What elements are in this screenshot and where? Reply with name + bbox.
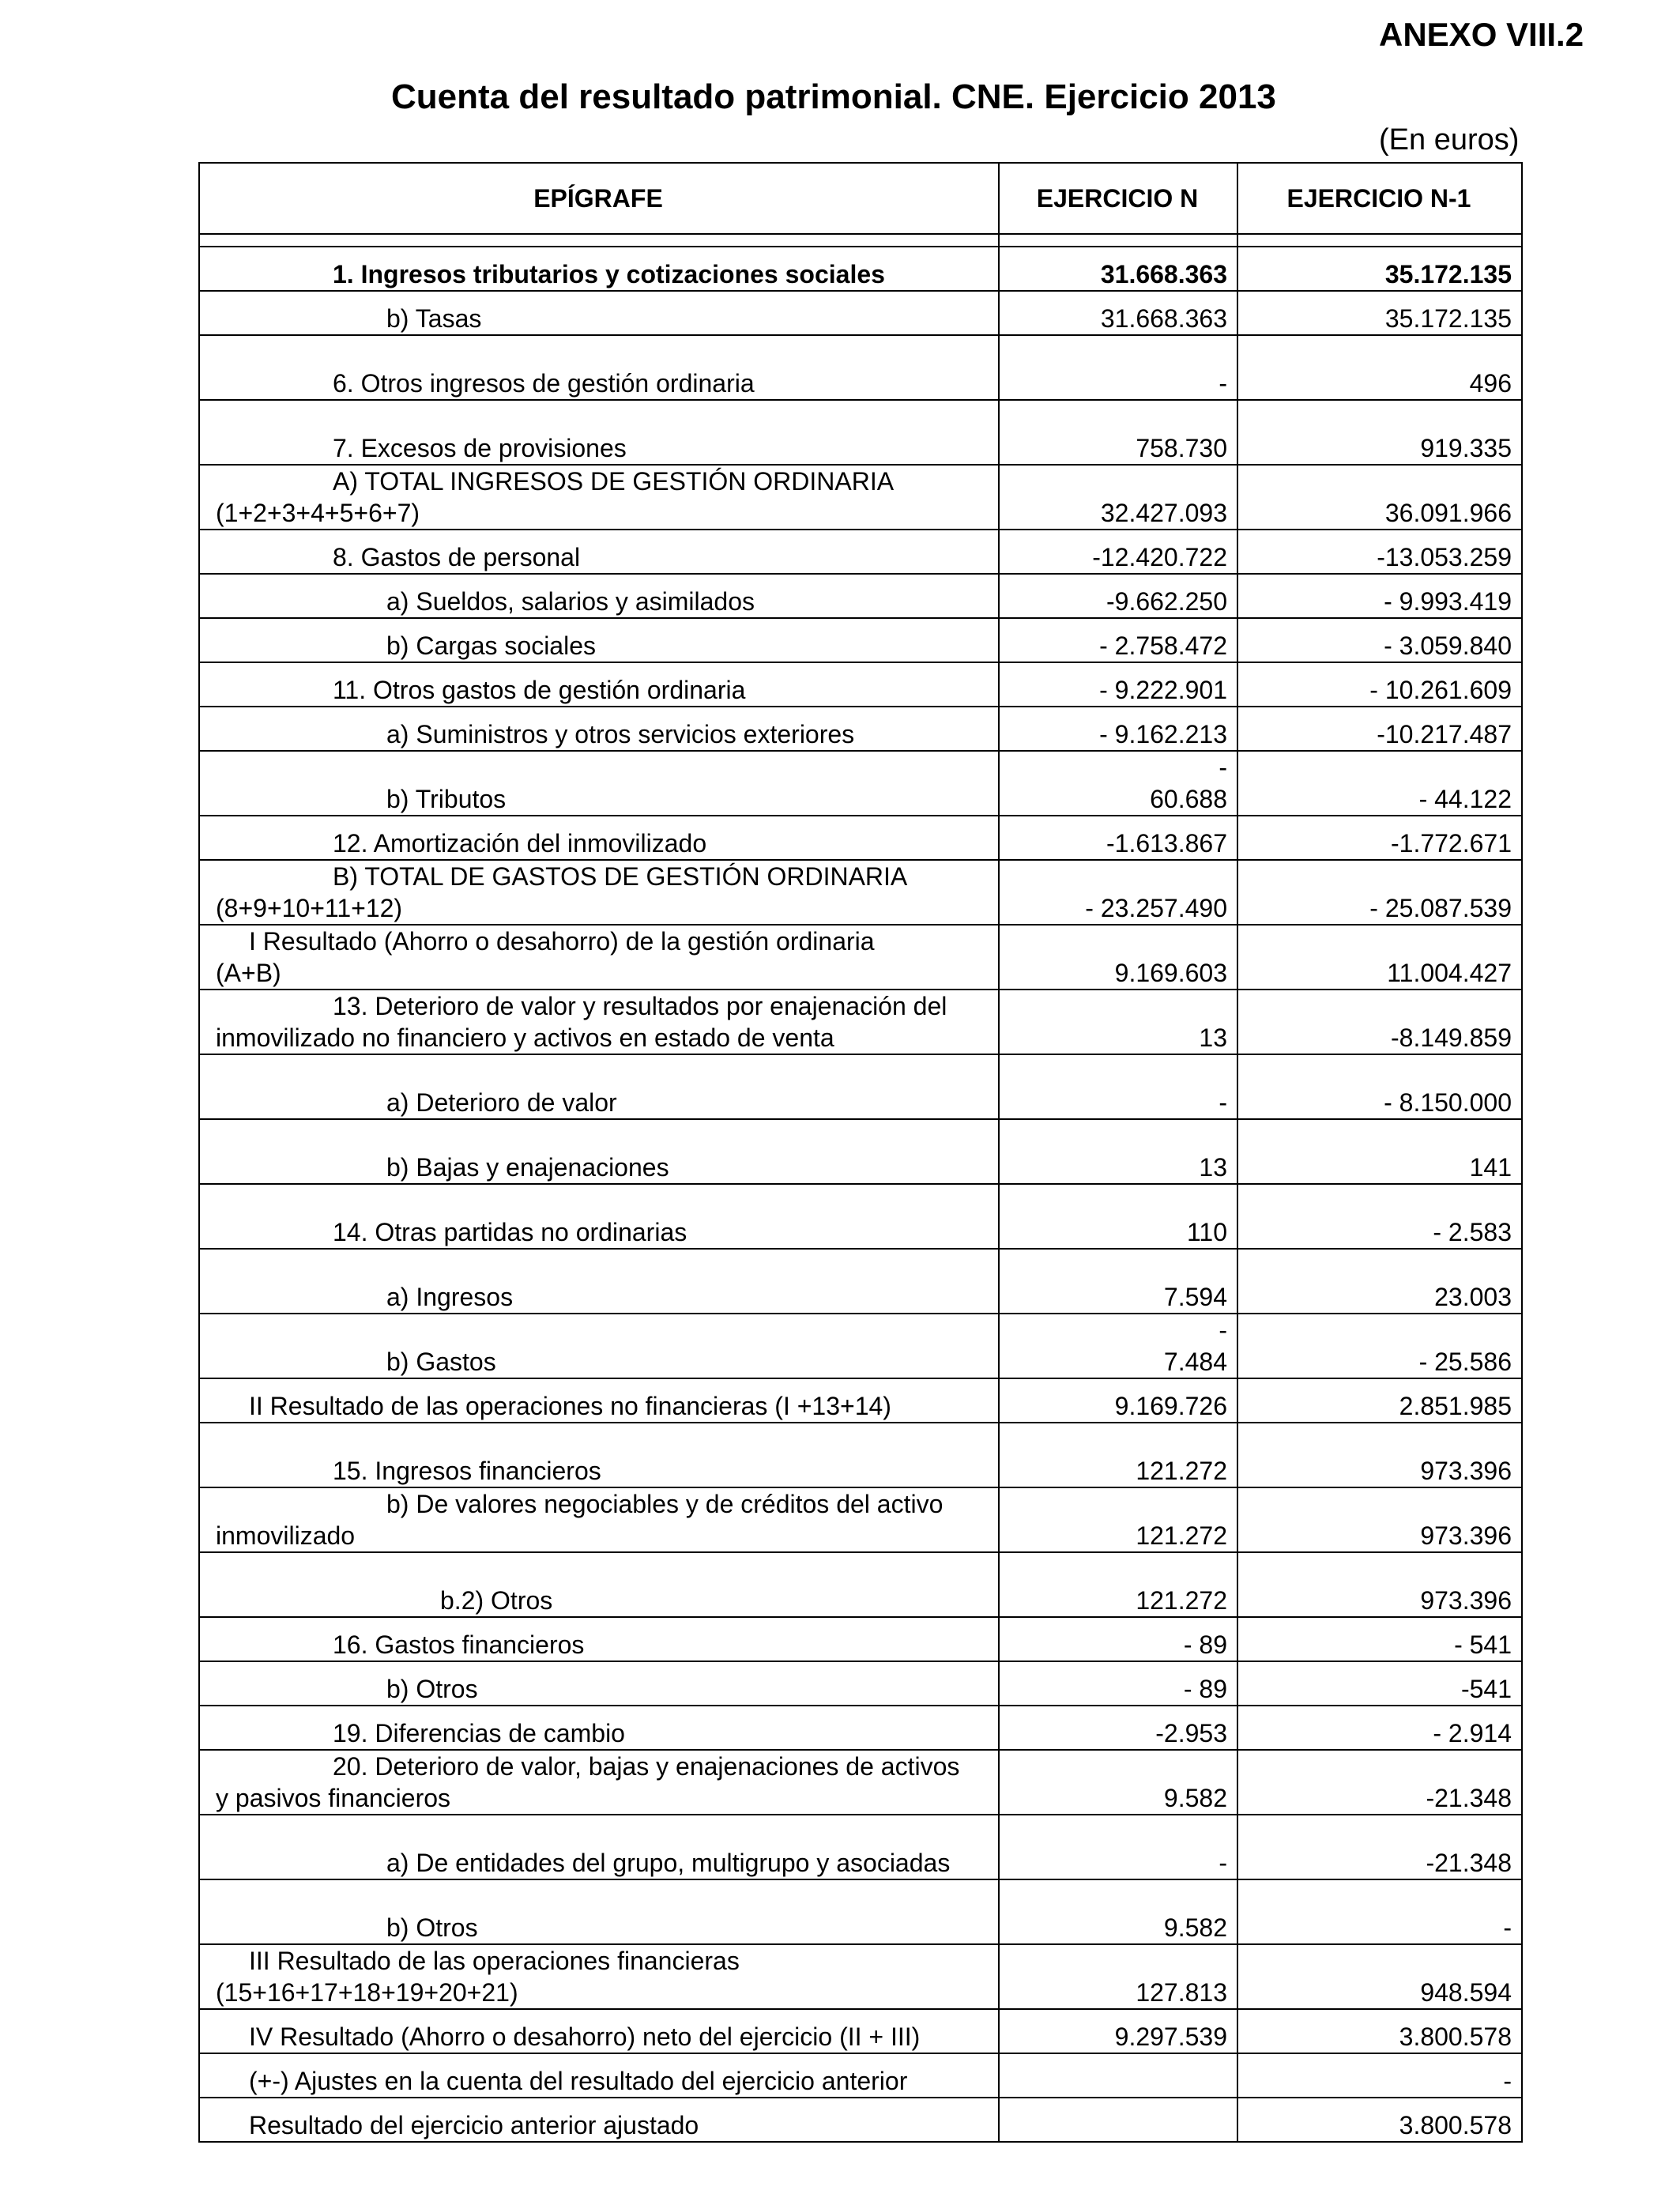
row-label: a) Sueldos, salarios y asimilados [199,574,999,618]
row-value-n1: - 2.583 [1237,1184,1522,1249]
row-value-n1: 35.172.135 [1237,291,1522,335]
table-row [199,1706,1522,1750]
row-value-n: 127.813 [999,1944,1237,2009]
row-value-n: - [999,1815,1237,1879]
row-value-n: -12.420.722 [999,530,1237,574]
row-value-n: 121.272 [999,1487,1237,1552]
row-label: b) Bajas y enajenaciones [199,1119,999,1184]
row-value-n: 758.730 [999,400,1237,465]
row-value-n1: - 8.150.000 [1237,1054,1522,1119]
row-value-n1: -541 [1237,1661,1522,1706]
table-row [199,707,1522,751]
header-ejercicio-n1: EJERCICIO N-1 [1237,163,1522,234]
units-note: (En euros) [1379,123,1520,156]
table-row [199,247,1522,291]
row-label: a) Deterioro de valor [199,1054,999,1119]
row-value-n: -2.953 [999,1706,1237,1750]
row-label: b) De valores negociables y de créditos del activo inmovilizado [199,1487,999,1552]
table-row [199,291,1522,335]
row-label: (+-) Ajustes en la cuenta del resultado del ejercicio anterior [199,2053,999,2098]
row-label: 1. Ingresos tributarios y cotizaciones sociales [199,247,999,291]
table-row [199,1815,1522,1879]
row-value-n1: 35.172.135 [1237,247,1522,291]
row-value-n1: 141 [1237,1119,1522,1184]
row-value-n1: 36.091.966 [1237,465,1522,530]
row-label: b) Otros [199,1879,999,1944]
row-value-n: 121.272 [999,1552,1237,1617]
row-value-n [999,2053,1237,2098]
row-value-n: 13 [999,990,1237,1054]
row-label: 19. Diferencias de cambio [199,1706,999,1750]
row-label: IV Resultado (Ahorro o desahorro) neto del ejercicio (II + III) [199,2009,999,2053]
table-row [199,1054,1522,1119]
income-statement-table [198,162,1523,2143]
table-row [199,1750,1522,1815]
row-value-n: 121.272 [999,1423,1237,1487]
row-value-n: 13 [999,1119,1237,1184]
row-value-n1: - 10.261.609 [1237,662,1522,707]
row-value-n: - [999,1054,1237,1119]
row-label: b) Gastos [199,1314,999,1378]
table-row [199,1661,1522,1706]
row-label: a) Ingresos [199,1249,999,1314]
row-value-n [999,1314,1237,1378]
row-value-n [999,751,1237,816]
row-value-sign: - [1219,753,1227,782]
row-value-n1: -10.217.487 [1237,707,1522,751]
row-label: I Resultado (Ahorro o desahorro) de la gestión ordinaria (A+B) [199,925,999,990]
table-row [199,662,1522,707]
table-row [199,2053,1522,2098]
table-row [199,816,1522,860]
row-label: Resultado del ejercicio anterior ajustado [199,2098,999,2142]
row-label: 15. Ingresos financieros [199,1423,999,1487]
row-value-n1: 2.851.985 [1237,1378,1522,1423]
table-row [199,1184,1522,1249]
row-label: a) De entidades del grupo, multigrupo y asociadas [199,1815,999,1879]
row-value-amount: 60.688 [1150,785,1227,813]
table-row [199,2009,1522,2053]
row-label: b) Otros [199,1661,999,1706]
row-label: B) TOTAL DE GASTOS DE GESTIÓN ORDINARIA (8+9+10+11+12) [199,860,999,925]
row-value-n1: -21.348 [1237,1815,1522,1879]
row-value-n1: - 44.122 [1237,751,1522,816]
row-value-n: 9.582 [999,1750,1237,1815]
table-row [199,2098,1522,2142]
row-label: III Resultado de las operaciones financieras (15+16+17+18+19+20+21) [199,1944,999,2009]
row-label: A) TOTAL INGRESOS DE GESTIÓN ORDINARIA (1+2+3+4+5+6+7) [199,465,999,530]
row-value-n1: 496 [1237,335,1522,400]
row-label: a) Suministros y otros servicios exteriores [199,707,999,751]
table-row [199,465,1522,530]
row-value-n1: 973.396 [1237,1487,1522,1552]
row-value-n1: 973.396 [1237,1423,1522,1487]
table-row [199,1423,1522,1487]
row-value-n1: - [1237,2053,1522,2098]
row-label: b) Cargas sociales [199,618,999,662]
row-value-n: -1.613.867 [999,816,1237,860]
table-row [199,1617,1522,1661]
row-label: 20. Deterioro de valor, bajas y enajenaciones de activos y pasivos financieros [199,1750,999,1815]
row-label: 12. Amortización del inmovilizado [199,816,999,860]
table-row [199,1119,1522,1184]
row-value-n: - [999,335,1237,400]
row-value-n [999,2098,1237,2142]
row-value-n: - 23.257.490 [999,860,1237,925]
row-value-n1: 11.004.427 [1237,925,1522,990]
row-value-n: 9.582 [999,1879,1237,1944]
row-value-n: 32.427.093 [999,465,1237,530]
annex-label: ANEXO VIII.2 [1379,16,1584,53]
row-value-n1: - 25.087.539 [1237,860,1522,925]
row-label: b) Tasas [199,291,999,335]
row-value-n1: 919.335 [1237,400,1522,465]
table-row [199,1879,1522,1944]
table-row [199,1314,1522,1378]
row-value-n1: - 2.914 [1237,1706,1522,1750]
row-value-n1: -1.772.671 [1237,816,1522,860]
table-row [199,1487,1522,1552]
row-value-n: 9.297.539 [999,2009,1237,2053]
row-value-n1: 948.594 [1237,1944,1522,2009]
table-row [199,530,1522,574]
header-epigrafe: EPÍGRAFE [199,163,999,234]
table-row [199,751,1522,816]
row-value-n: 31.668.363 [999,247,1237,291]
table-row [199,1944,1522,2009]
page-title: Cuenta del resultado patrimonial. CNE. Ejercicio 2013 [391,77,1276,116]
table-row [199,1552,1522,1617]
row-value-n: - 9.222.901 [999,662,1237,707]
row-value-sign: - [1219,1316,1227,1344]
row-label: II Resultado de las operaciones no financieras (I +13+14) [199,1378,999,1423]
row-value-n: -9.662.250 [999,574,1237,618]
table-row [199,990,1522,1054]
row-label: 8. Gastos de personal [199,530,999,574]
row-value-n: - 89 [999,1661,1237,1706]
row-value-n: - 9.162.213 [999,707,1237,751]
table-row [199,335,1522,400]
row-value-n1: -21.348 [1237,1750,1522,1815]
row-label: 16. Gastos financieros [199,1617,999,1661]
row-value-n1: 3.800.578 [1237,2098,1522,2142]
row-value-n1: - 25.586 [1237,1314,1522,1378]
row-label: 6. Otros ingresos de gestión ordinaria [199,335,999,400]
table-row [199,574,1522,618]
row-value-n: 9.169.726 [999,1378,1237,1423]
row-label: 13. Deterioro de valor y resultados por enajenación del inmovilizado no financiero y activos en estado de venta [199,990,999,1054]
row-value-n1: - 3.059.840 [1237,618,1522,662]
row-value-n: - 89 [999,1617,1237,1661]
row-value-n1: 3.800.578 [1237,2009,1522,2053]
row-label: b.2) Otros [199,1552,999,1617]
row-value-n: 110 [999,1184,1237,1249]
row-value-n: 7.594 [999,1249,1237,1314]
row-value-n1: - 541 [1237,1617,1522,1661]
row-label: b) Tributos [199,751,999,816]
table-row [199,1249,1522,1314]
row-value-n1: -8.149.859 [1237,990,1522,1054]
row-value-n: 9.169.603 [999,925,1237,990]
row-label: 7. Excesos de provisiones [199,400,999,465]
row-label: 11. Otros gastos de gestión ordinaria [199,662,999,707]
header-row [199,163,1522,234]
row-value-amount: 7.484 [1163,1348,1227,1376]
table-row [199,925,1522,990]
table-row [199,860,1522,925]
row-value-n: - 2.758.472 [999,618,1237,662]
table-row [199,618,1522,662]
row-value-n1: - 9.993.419 [1237,574,1522,618]
header-ejercicio-n: EJERCICIO N [999,163,1237,234]
table-row [199,1378,1522,1423]
spacer-row [199,234,1522,247]
table-row [199,400,1522,465]
row-value-n1: -13.053.259 [1237,530,1522,574]
row-value-n1: - [1237,1879,1522,1944]
row-value-n: 31.668.363 [999,291,1237,335]
row-label: 14. Otras partidas no ordinarias [199,1184,999,1249]
row-value-n1: 23.003 [1237,1249,1522,1314]
row-value-n1: 973.396 [1237,1552,1522,1617]
